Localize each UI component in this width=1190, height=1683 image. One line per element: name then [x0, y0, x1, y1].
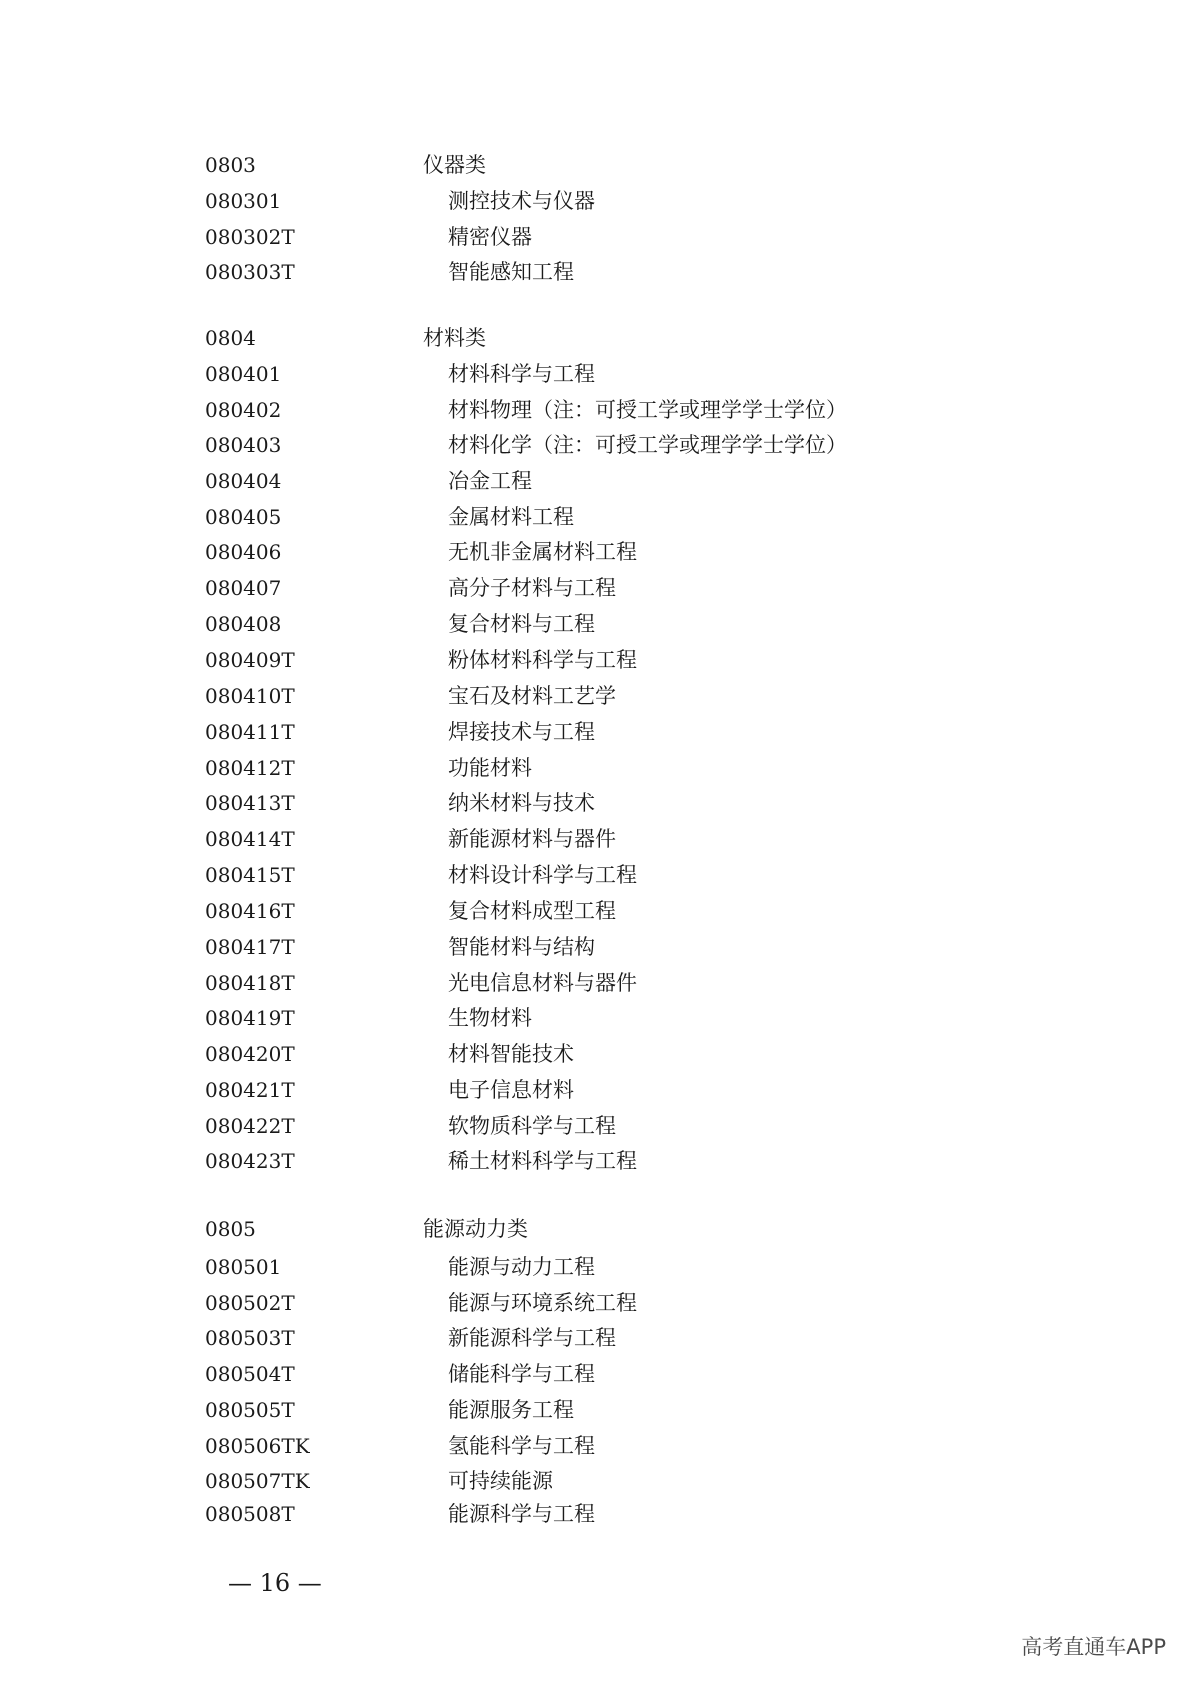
major-code: 080303T: [205, 260, 295, 284]
category-name: 能源动力类: [423, 1217, 528, 1241]
major-code: 080401: [205, 362, 282, 386]
major-name: 能源与动力工程: [448, 1255, 595, 1279]
watermark-text: 高考直通车APP: [1021, 1635, 1166, 1659]
major-name: 智能感知工程: [448, 260, 574, 284]
major-name: 纳米材料与技术: [448, 791, 595, 815]
major-code: 080418T: [205, 971, 295, 995]
major-code: 080413T: [205, 791, 295, 815]
major-name: 复合材料与工程: [448, 612, 595, 636]
major-name: 测控技术与仪器: [448, 189, 595, 213]
major-name: 能源服务工程: [448, 1398, 574, 1422]
major-code: 080402: [205, 398, 282, 422]
major-code: 080414T: [205, 827, 295, 851]
major-code: 080407: [205, 576, 282, 600]
major-code: 080421T: [205, 1078, 295, 1102]
major-code: 080504T: [205, 1362, 295, 1386]
major-name: 复合材料成型工程: [448, 899, 616, 923]
category-name: 仪器类: [423, 153, 486, 177]
major-code: 080502T: [205, 1291, 295, 1315]
major-code: 080406: [205, 540, 282, 564]
major-name: 粉体材料科学与工程: [448, 648, 637, 672]
major-name: 智能材料与结构: [448, 935, 595, 959]
major-code: 080501: [205, 1255, 282, 1279]
major-name: 氢能科学与工程: [448, 1434, 595, 1458]
major-code: 080419T: [205, 1006, 295, 1030]
major-name: 宝石及材料工艺学: [448, 684, 616, 708]
major-code: 080503T: [205, 1326, 295, 1350]
category-name: 材料类: [423, 326, 486, 350]
major-name: 材料设计科学与工程: [448, 863, 637, 887]
major-name: 稀土材料科学与工程: [448, 1149, 637, 1173]
major-name: 功能材料: [448, 756, 532, 780]
major-name: 软物质科学与工程: [448, 1114, 616, 1138]
major-name: 材料化学（注：可授工学或理学学士学位）: [448, 433, 847, 457]
major-name: 精密仪器: [448, 225, 532, 249]
major-code: 080410T: [205, 684, 295, 708]
category-code: 0805: [205, 1217, 256, 1241]
major-name: 能源科学与工程: [448, 1502, 595, 1526]
major-code: 080415T: [205, 863, 295, 887]
major-code: 080505T: [205, 1398, 295, 1422]
major-name: 冶金工程: [448, 469, 532, 493]
major-code: 080422T: [205, 1114, 295, 1138]
major-name: 高分子材料与工程: [448, 576, 616, 600]
major-code: 080508T: [205, 1502, 295, 1526]
major-name: 储能科学与工程: [448, 1362, 595, 1386]
major-name: 新能源科学与工程: [448, 1326, 616, 1350]
major-code: 080302T: [205, 225, 295, 249]
major-code: 080404: [205, 469, 282, 493]
major-code: 080301: [205, 189, 282, 213]
major-code: 080417T: [205, 935, 295, 959]
major-name: 金属材料工程: [448, 505, 574, 529]
major-code: 080408: [205, 612, 282, 636]
major-code: 080411T: [205, 720, 295, 744]
major-name: 材料科学与工程: [448, 362, 595, 386]
major-code: 080403: [205, 433, 282, 457]
major-code: 080506TK: [205, 1434, 310, 1458]
major-code: 080409T: [205, 648, 295, 672]
major-name: 电子信息材料: [448, 1078, 574, 1102]
major-code: 080416T: [205, 899, 295, 923]
major-code: 080412T: [205, 756, 295, 780]
major-code: 080507TK: [205, 1469, 310, 1493]
major-name: 材料智能技术: [448, 1042, 574, 1066]
major-code: 080423T: [205, 1149, 295, 1173]
major-name: 无机非金属材料工程: [448, 540, 637, 564]
category-code: 0804: [205, 326, 256, 350]
major-name: 能源与环境系统工程: [448, 1291, 637, 1315]
major-name: 生物材料: [448, 1006, 532, 1030]
major-name: 光电信息材料与器件: [448, 971, 637, 995]
major-name: 焊接技术与工程: [448, 720, 595, 744]
major-name: 新能源材料与器件: [448, 827, 616, 851]
category-code: 0803: [205, 153, 256, 177]
page-number: — 16 —: [228, 1569, 322, 1597]
major-code: 080420T: [205, 1042, 295, 1066]
major-name: 可持续能源: [448, 1469, 553, 1493]
major-code: 080405: [205, 505, 282, 529]
major-name: 材料物理（注：可授工学或理学学士学位）: [448, 398, 847, 422]
